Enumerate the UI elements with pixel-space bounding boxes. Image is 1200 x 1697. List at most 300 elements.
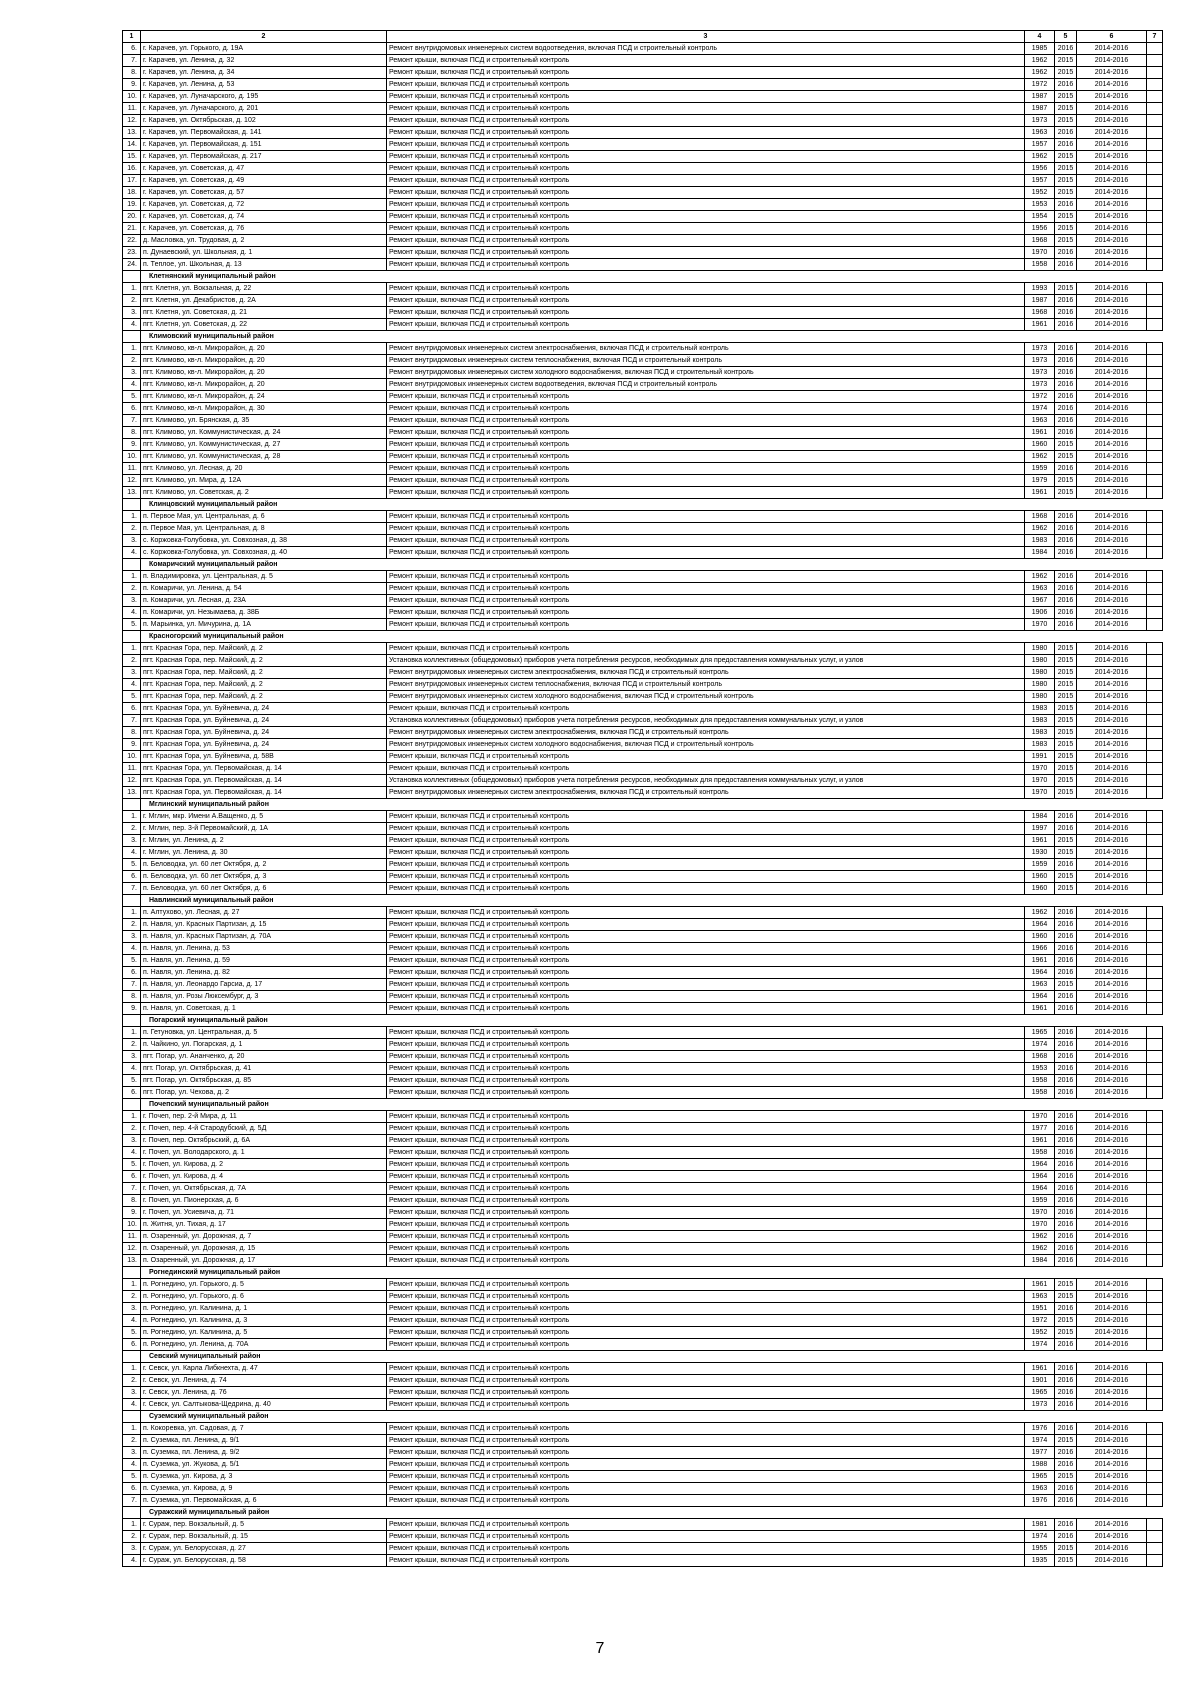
capital-repair-table <box>122 30 1163 1567</box>
address-cell: г. Сураж, пер. Вокзальный, д. 5 <box>141 1519 387 1531</box>
address-cell: пгт. Климово, ул. Коммунистическая, д. 28 <box>141 451 387 463</box>
build-year-cell: 1974 <box>1025 1039 1055 1051</box>
period-cell: 2014-2016 <box>1077 355 1147 367</box>
table-row <box>123 355 1163 367</box>
table-row <box>123 439 1163 451</box>
col-7-cell <box>1147 1255 1163 1267</box>
table-row <box>123 283 1163 295</box>
build-year-cell: 1951 <box>1025 1303 1055 1315</box>
row-number-cell: 2. <box>123 823 141 835</box>
period-cell: 2014-2016 <box>1077 1483 1147 1495</box>
col-7-cell <box>1147 1315 1163 1327</box>
build-year-cell: 1962 <box>1025 907 1055 919</box>
district-header-row <box>123 895 1163 907</box>
row-number-cell: 4. <box>123 1555 141 1567</box>
period-cell: 2014-2016 <box>1077 775 1147 787</box>
table-row <box>123 403 1163 415</box>
build-year-cell: 1958 <box>1025 1147 1055 1159</box>
work-type-cell: Ремонт крыши, включая ПСД и строительный контроль <box>387 319 1025 331</box>
address-cell: п. Первое Мая, ул. Центральная, д. 6 <box>141 511 387 523</box>
col-7-cell <box>1147 787 1163 799</box>
build-year-cell: 1968 <box>1025 511 1055 523</box>
period-cell: 2014-2016 <box>1077 1051 1147 1063</box>
col-7-cell <box>1147 523 1163 535</box>
header-col-7: 7 <box>1147 31 1163 43</box>
col-7-cell <box>1147 67 1163 79</box>
col-7-cell <box>1147 1435 1163 1447</box>
row-number-cell: 6. <box>123 1483 141 1495</box>
work-type-cell: Ремонт крыши, включая ПСД и строительный контроль <box>387 1483 1025 1495</box>
build-year-cell: 1983 <box>1025 727 1055 739</box>
address-cell: г. Севск, ул. Ленина, д. 76 <box>141 1387 387 1399</box>
address-cell: г. Мглин, ул. Ленина, д. 30 <box>141 847 387 859</box>
table-row <box>123 571 1163 583</box>
period-cell: 2014-2016 <box>1077 115 1147 127</box>
build-year-cell: 1964 <box>1025 919 1055 931</box>
address-cell: п. Навля, ул. Ленина, д. 53 <box>141 943 387 955</box>
build-year-cell: 1960 <box>1025 883 1055 895</box>
work-type-cell: Ремонт крыши, включая ПСД и строительный контроль <box>387 1255 1025 1267</box>
build-year-cell: 1961 <box>1025 1363 1055 1375</box>
row-number-cell: 3. <box>123 931 141 943</box>
build-year-cell: 1963 <box>1025 979 1055 991</box>
table-row <box>123 1111 1163 1123</box>
plan-year-cell: 2015 <box>1055 691 1077 703</box>
table-row <box>123 1027 1163 1039</box>
table-row <box>123 1231 1163 1243</box>
work-type-cell: Ремонт крыши, включая ПСД и строительный контроль <box>387 55 1025 67</box>
work-type-cell: Ремонт крыши, включая ПСД и строительный контроль <box>387 931 1025 943</box>
address-cell: с. Коржовка-Голубовка, ул. Совхозная, д. 40 <box>141 547 387 559</box>
row-number-cell: 8. <box>123 727 141 739</box>
address-cell: г. Карачев, ул. Ленина, д. 53 <box>141 79 387 91</box>
build-year-cell: 1965 <box>1025 1471 1055 1483</box>
col-7-cell <box>1147 247 1163 259</box>
address-cell: п. Беловодка, ул. 60 лет Октября, д. 2 <box>141 859 387 871</box>
district-header-spacer <box>123 331 141 343</box>
plan-year-cell: 2015 <box>1055 487 1077 499</box>
plan-year-cell: 2016 <box>1055 1339 1077 1351</box>
build-year-cell: 1962 <box>1025 1243 1055 1255</box>
table-row <box>123 187 1163 199</box>
table-row <box>123 235 1163 247</box>
document-sheet <box>122 30 1163 1567</box>
build-year-cell: 1993 <box>1025 283 1055 295</box>
plan-year-cell: 2015 <box>1055 451 1077 463</box>
table-row <box>123 223 1163 235</box>
row-number-cell: 4. <box>123 1315 141 1327</box>
plan-year-cell: 2016 <box>1055 427 1077 439</box>
work-type-cell: Ремонт крыши, включая ПСД и строительный контроль <box>387 859 1025 871</box>
table-row <box>123 1315 1163 1327</box>
plan-year-cell: 2015 <box>1055 883 1077 895</box>
district-header-spacer <box>123 799 141 811</box>
period-cell: 2014-2016 <box>1077 919 1147 931</box>
address-cell: г. Мглин, мкр. Имени А.Ващенко, д. 5 <box>141 811 387 823</box>
work-type-cell: Ремонт крыши, включая ПСД и строительный контроль <box>387 991 1025 1003</box>
work-type-cell: Ремонт крыши, включая ПСД и строительный контроль <box>387 415 1025 427</box>
table-row <box>123 1435 1163 1447</box>
col-7-cell <box>1147 883 1163 895</box>
period-cell: 2014-2016 <box>1077 535 1147 547</box>
col-7-cell <box>1147 439 1163 451</box>
plan-year-cell: 2016 <box>1055 1363 1077 1375</box>
row-number-cell: 9. <box>123 1003 141 1015</box>
build-year-cell: 1961 <box>1025 319 1055 331</box>
address-cell: п. Рогнедино, ул. Горького, д. 5 <box>141 1279 387 1291</box>
period-cell: 2014-2016 <box>1077 583 1147 595</box>
period-cell: 2014-2016 <box>1077 1315 1147 1327</box>
address-cell: г. Карачев, ул. Советская, д. 57 <box>141 187 387 199</box>
table-row <box>123 847 1163 859</box>
col-7-cell <box>1147 1003 1163 1015</box>
build-year-cell: 1961 <box>1025 835 1055 847</box>
period-cell: 2014-2016 <box>1077 907 1147 919</box>
period-cell: 2014-2016 <box>1077 1375 1147 1387</box>
table-row <box>123 1363 1163 1375</box>
row-number-cell: 2. <box>123 919 141 931</box>
work-type-cell: Ремонт крыши, включая ПСД и строительный контроль <box>387 211 1025 223</box>
build-year-cell: 1964 <box>1025 967 1055 979</box>
row-number-cell: 3. <box>123 535 141 547</box>
period-cell: 2014-2016 <box>1077 511 1147 523</box>
period-cell: 2014-2016 <box>1077 943 1147 955</box>
address-cell: г. Карачев, ул. Ленина, д. 34 <box>141 67 387 79</box>
work-type-cell: Ремонт внутридомовых инженерных систем холодного водоснабжения, включая ПСД и строительный контроль <box>387 739 1025 751</box>
plan-year-cell: 2016 <box>1055 127 1077 139</box>
table-row <box>123 1123 1163 1135</box>
address-cell: п. Алтухово, ул. Лесная, д. 27 <box>141 907 387 919</box>
period-cell: 2014-2016 <box>1077 967 1147 979</box>
plan-year-cell: 2016 <box>1055 907 1077 919</box>
district-header-row <box>123 1507 1163 1519</box>
address-cell: г. Почеп, ул. Кирова, д. 4 <box>141 1171 387 1183</box>
district-title: Комаричский муниципальный район <box>141 559 1163 571</box>
table-row <box>123 127 1163 139</box>
row-number-cell: 6. <box>123 703 141 715</box>
col-7-cell <box>1147 391 1163 403</box>
table-row <box>123 715 1163 727</box>
build-year-cell: 1988 <box>1025 1459 1055 1471</box>
row-number-cell: 2. <box>123 583 141 595</box>
table-row <box>123 55 1163 67</box>
build-year-cell: 1960 <box>1025 931 1055 943</box>
col-7-cell <box>1147 487 1163 499</box>
row-number-cell: 13. <box>123 787 141 799</box>
row-number-cell: 6. <box>123 43 141 55</box>
row-number-cell: 1. <box>123 1363 141 1375</box>
address-cell: пгт. Погар, ул. Чехова, д. 2 <box>141 1087 387 1099</box>
period-cell: 2014-2016 <box>1077 979 1147 991</box>
period-cell: 2014-2016 <box>1077 67 1147 79</box>
work-type-cell: Ремонт крыши, включая ПСД и строительный контроль <box>387 619 1025 631</box>
build-year-cell: 1980 <box>1025 679 1055 691</box>
build-year-cell: 1981 <box>1025 1519 1055 1531</box>
col-7-cell <box>1147 1231 1163 1243</box>
address-cell: пгт. Климово, ул. Лесная, д. 20 <box>141 463 387 475</box>
address-cell: пгт. Красная Гора, ул. Буйневича, д. 24 <box>141 727 387 739</box>
table-row <box>123 1339 1163 1351</box>
col-7-cell <box>1147 139 1163 151</box>
col-7-cell <box>1147 1219 1163 1231</box>
row-number-cell: 2. <box>123 1123 141 1135</box>
build-year-cell: 1960 <box>1025 871 1055 883</box>
col-7-cell <box>1147 295 1163 307</box>
work-type-cell: Ремонт крыши, включая ПСД и строительный контроль <box>387 1279 1025 1291</box>
work-type-cell: Ремонт крыши, включая ПСД и строительный контроль <box>387 199 1025 211</box>
row-number-cell: 2. <box>123 295 141 307</box>
plan-year-cell: 2015 <box>1055 163 1077 175</box>
work-type-cell: Ремонт крыши, включая ПСД и строительный контроль <box>387 175 1025 187</box>
period-cell: 2014-2016 <box>1077 811 1147 823</box>
district-header-spacer <box>123 631 141 643</box>
plan-year-cell: 2016 <box>1055 463 1077 475</box>
period-cell: 2014-2016 <box>1077 199 1147 211</box>
plan-year-cell: 2016 <box>1055 535 1077 547</box>
col-7-cell <box>1147 1339 1163 1351</box>
plan-year-cell: 2015 <box>1055 91 1077 103</box>
build-year-cell: 1966 <box>1025 943 1055 955</box>
build-year-cell: 1987 <box>1025 91 1055 103</box>
work-type-cell: Ремонт крыши, включая ПСД и строительный контроль <box>387 1315 1025 1327</box>
plan-year-cell: 2016 <box>1055 319 1077 331</box>
period-cell: 2014-2016 <box>1077 1231 1147 1243</box>
build-year-cell: 1952 <box>1025 1327 1055 1339</box>
table-row <box>123 619 1163 631</box>
address-cell: г. Почеп, пер. 2-й Мира, д. 11 <box>141 1111 387 1123</box>
plan-year-cell: 2016 <box>1055 1075 1077 1087</box>
col-7-cell <box>1147 619 1163 631</box>
period-cell: 2014-2016 <box>1077 139 1147 151</box>
plan-year-cell: 2016 <box>1055 1111 1077 1123</box>
build-year-cell: 1972 <box>1025 79 1055 91</box>
build-year-cell: 1963 <box>1025 127 1055 139</box>
work-type-cell: Ремонт крыши, включая ПСД и строительный контроль <box>387 91 1025 103</box>
plan-year-cell: 2016 <box>1055 943 1077 955</box>
period-cell: 2014-2016 <box>1077 211 1147 223</box>
district-title: Погарский муниципальный район <box>141 1015 1163 1027</box>
row-number-cell: 4. <box>123 547 141 559</box>
plan-year-cell: 2016 <box>1055 919 1077 931</box>
row-number-cell: 2. <box>123 655 141 667</box>
col-7-cell <box>1147 919 1163 931</box>
work-type-cell: Ремонт крыши, включая ПСД и строительный контроль <box>387 1111 1025 1123</box>
period-cell: 2014-2016 <box>1077 235 1147 247</box>
plan-year-cell: 2016 <box>1055 1375 1077 1387</box>
row-number-cell: 7. <box>123 1495 141 1507</box>
period-cell: 2014-2016 <box>1077 1519 1147 1531</box>
address-cell: пгт. Красная Гора, ул. Буйневича, д. 24 <box>141 715 387 727</box>
build-year-cell: 1962 <box>1025 67 1055 79</box>
plan-year-cell: 2016 <box>1055 1051 1077 1063</box>
row-number-cell: 13. <box>123 487 141 499</box>
address-cell: пгт. Климово, кв-л. Микрорайон, д. 20 <box>141 367 387 379</box>
table-row <box>123 43 1163 55</box>
row-number-cell: 5. <box>123 1327 141 1339</box>
period-cell: 2014-2016 <box>1077 379 1147 391</box>
table-row <box>123 1279 1163 1291</box>
row-number-cell: 9. <box>123 1207 141 1219</box>
period-cell: 2014-2016 <box>1077 763 1147 775</box>
plan-year-cell: 2016 <box>1055 595 1077 607</box>
build-year-cell: 1973 <box>1025 343 1055 355</box>
plan-year-cell: 2016 <box>1055 1123 1077 1135</box>
address-cell: г. Севск, ул. Ленина, д. 74 <box>141 1375 387 1387</box>
row-number-cell: 1. <box>123 1111 141 1123</box>
row-number-cell: 5. <box>123 1471 141 1483</box>
build-year-cell: 1963 <box>1025 1483 1055 1495</box>
table-row <box>123 511 1163 523</box>
row-number-cell: 2. <box>123 1435 141 1447</box>
plan-year-cell: 2016 <box>1055 571 1077 583</box>
plan-year-cell: 2016 <box>1055 523 1077 535</box>
district-title: Климовский муниципальный район <box>141 331 1163 343</box>
row-number-cell: 1. <box>123 643 141 655</box>
col-7-cell <box>1147 151 1163 163</box>
row-number-cell: 11. <box>123 763 141 775</box>
col-7-cell <box>1147 475 1163 487</box>
address-cell: п. Суземка, ул. Кирова, д. 3 <box>141 1471 387 1483</box>
work-type-cell: Ремонт крыши, включая ПСД и строительный контроль <box>387 1219 1025 1231</box>
district-header-row <box>123 1099 1163 1111</box>
address-cell: пгт. Погар, ул. Ананченко, д. 20 <box>141 1051 387 1063</box>
period-cell: 2014-2016 <box>1077 283 1147 295</box>
row-number-cell: 4. <box>123 847 141 859</box>
district-header-spacer <box>123 499 141 511</box>
build-year-cell: 1974 <box>1025 1435 1055 1447</box>
address-cell: п. Навля, ул. Ленина, д. 82 <box>141 967 387 979</box>
row-number-cell: 24. <box>123 259 141 271</box>
row-number-cell: 1. <box>123 811 141 823</box>
plan-year-cell: 2015 <box>1055 643 1077 655</box>
district-header-spacer <box>123 559 141 571</box>
row-number-cell: 16. <box>123 163 141 175</box>
row-number-cell: 2. <box>123 1039 141 1051</box>
build-year-cell: 1930 <box>1025 847 1055 859</box>
table-row <box>123 787 1163 799</box>
plan-year-cell: 2016 <box>1055 1303 1077 1315</box>
col-7-cell <box>1147 655 1163 667</box>
row-number-cell: 14. <box>123 139 141 151</box>
plan-year-cell: 2016 <box>1055 1147 1077 1159</box>
address-cell: п. Владимировка, ул. Центральная, д. 5 <box>141 571 387 583</box>
period-cell: 2014-2016 <box>1077 487 1147 499</box>
period-cell: 2014-2016 <box>1077 295 1147 307</box>
work-type-cell: Ремонт крыши, включая ПСД и строительный контроль <box>387 535 1025 547</box>
table-row <box>123 727 1163 739</box>
col-7-cell <box>1147 187 1163 199</box>
build-year-cell: 1964 <box>1025 1171 1055 1183</box>
period-cell: 2014-2016 <box>1077 871 1147 883</box>
district-header-spacer <box>123 1411 141 1423</box>
district-title: Красногорский муниципальный район <box>141 631 1163 643</box>
work-type-cell: Ремонт крыши, включая ПСД и строительный контроль <box>387 919 1025 931</box>
address-cell: п. Суземка, ул. Первомайская, д. 6 <box>141 1495 387 1507</box>
period-cell: 2014-2016 <box>1077 91 1147 103</box>
address-cell: п. Суземка, ул. Жукова, д. 5/1 <box>141 1459 387 1471</box>
build-year-cell: 1984 <box>1025 811 1055 823</box>
col-7-cell <box>1147 1027 1163 1039</box>
district-title: Навлинский муниципальный район <box>141 895 1163 907</box>
period-cell: 2014-2016 <box>1077 223 1147 235</box>
work-type-cell: Ремонт крыши, включая ПСД и строительный контроль <box>387 247 1025 259</box>
row-number-cell: 1. <box>123 907 141 919</box>
work-type-cell: Ремонт крыши, включая ПСД и строительный контроль <box>387 943 1025 955</box>
plan-year-cell: 2015 <box>1055 1435 1077 1447</box>
row-number-cell: 15. <box>123 151 141 163</box>
build-year-cell: 1957 <box>1025 175 1055 187</box>
table-row <box>123 259 1163 271</box>
row-number-cell: 23. <box>123 247 141 259</box>
period-cell: 2014-2016 <box>1077 1039 1147 1051</box>
period-cell: 2014-2016 <box>1077 751 1147 763</box>
work-type-cell: Ремонт крыши, включая ПСД и строительный контроль <box>387 451 1025 463</box>
plan-year-cell: 2016 <box>1055 823 1077 835</box>
table-row <box>123 811 1163 823</box>
build-year-cell: 1906 <box>1025 607 1055 619</box>
period-cell: 2014-2016 <box>1077 523 1147 535</box>
address-cell: пгт. Клетня, ул. Декабристов, д. 2А <box>141 295 387 307</box>
row-number-cell: 10. <box>123 91 141 103</box>
plan-year-cell: 2015 <box>1055 223 1077 235</box>
col-7-cell <box>1147 1243 1163 1255</box>
address-cell: пгт. Климово, кв-л. Микрорайон, д. 20 <box>141 355 387 367</box>
col-7-cell <box>1147 211 1163 223</box>
address-cell: п. Навля, ул. Красных Партизан, д. 15 <box>141 919 387 931</box>
work-type-cell: Ремонт крыши, включая ПСД и строительный контроль <box>387 1039 1025 1051</box>
period-cell: 2014-2016 <box>1077 847 1147 859</box>
row-number-cell: 5. <box>123 955 141 967</box>
row-number-cell: 1. <box>123 1027 141 1039</box>
build-year-cell: 1983 <box>1025 739 1055 751</box>
address-cell: пгт. Клетня, ул. Советская, д. 21 <box>141 307 387 319</box>
table-row <box>123 607 1163 619</box>
plan-year-cell: 2016 <box>1055 1231 1077 1243</box>
period-cell: 2014-2016 <box>1077 79 1147 91</box>
period-cell: 2014-2016 <box>1077 1027 1147 1039</box>
table-row <box>123 199 1163 211</box>
row-number-cell: 9. <box>123 79 141 91</box>
work-type-cell: Ремонт крыши, включая ПСД и строительный контроль <box>387 1123 1025 1135</box>
row-number-cell: 1. <box>123 1519 141 1531</box>
table-row <box>123 775 1163 787</box>
period-cell: 2014-2016 <box>1077 643 1147 655</box>
col-7-cell <box>1147 847 1163 859</box>
row-number-cell: 1. <box>123 1279 141 1291</box>
address-cell: г. Мглин, ул. Ленина, д. 2 <box>141 835 387 847</box>
period-cell: 2014-2016 <box>1077 823 1147 835</box>
col-7-cell <box>1147 1039 1163 1051</box>
period-cell: 2014-2016 <box>1077 739 1147 751</box>
work-type-cell: Ремонт крыши, включая ПСД и строительный контроль <box>387 547 1025 559</box>
district-title: Суражский муниципальный район <box>141 1507 1163 1519</box>
work-type-cell: Ремонт крыши, включая ПСД и строительный контроль <box>387 235 1025 247</box>
build-year-cell: 1985 <box>1025 43 1055 55</box>
plan-year-cell: 2015 <box>1055 751 1077 763</box>
address-cell: пгт. Климово, ул. Коммунистическая, д. 24 <box>141 427 387 439</box>
table-row <box>123 1195 1163 1207</box>
plan-year-cell: 2016 <box>1055 199 1077 211</box>
district-header-row <box>123 1351 1163 1363</box>
address-cell: пгт. Красная Гора, пер. Майский, д. 2 <box>141 691 387 703</box>
address-cell: п. Чайкино, ул. Погарская, д. 1 <box>141 1039 387 1051</box>
row-number-cell: 4. <box>123 607 141 619</box>
work-type-cell: Ремонт внутридомовых инженерных систем теплоснабжения, включая ПСД и строительный контроль <box>387 355 1025 367</box>
address-cell: г. Сураж, пер. Вокзальный, д. 15 <box>141 1531 387 1543</box>
plan-year-cell: 2016 <box>1055 1459 1077 1471</box>
col-7-cell <box>1147 115 1163 127</box>
build-year-cell: 1961 <box>1025 427 1055 439</box>
